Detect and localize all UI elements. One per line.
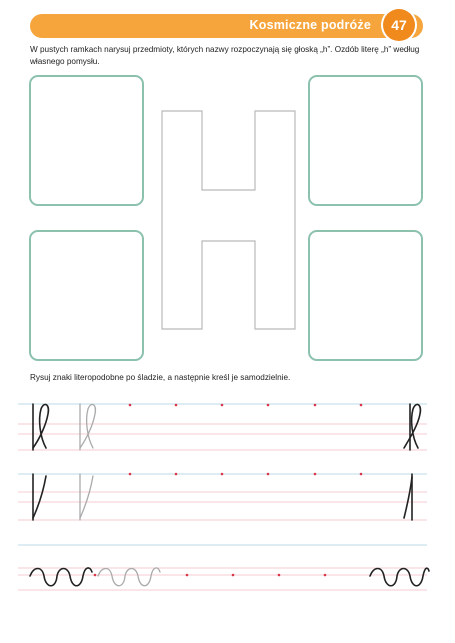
row-1-trace-glyph: [80, 404, 95, 450]
draw-instruction: W pustych ramkach narysuj przedmioty, których nazwy rozpoczynają się głoską „h”. Ozdób literę „h” według własnego pomysłu.: [30, 45, 420, 66]
row-1-model-glyph: [33, 404, 48, 450]
row-1-end-glyph: [404, 404, 420, 450]
header-title: Kosmiczne podróże: [249, 18, 371, 32]
row-3-model-glyph: [30, 568, 92, 586]
page-number-badge: 47: [383, 9, 415, 41]
row-2-model-glyph: [33, 474, 46, 520]
row-3-end-glyph: [370, 568, 429, 586]
trace-instruction: Rysuj znaki literopodobne po śladzie, a następnie kreśl je samodzielnie.: [30, 373, 291, 382]
row-2-end-glyph: [404, 474, 412, 520]
row-3-trace-glyph: [98, 568, 160, 586]
row-2-trace-glyph: [80, 474, 93, 520]
letter-h-outline: [162, 111, 295, 329]
tracing-row-3: [18, 545, 427, 590]
